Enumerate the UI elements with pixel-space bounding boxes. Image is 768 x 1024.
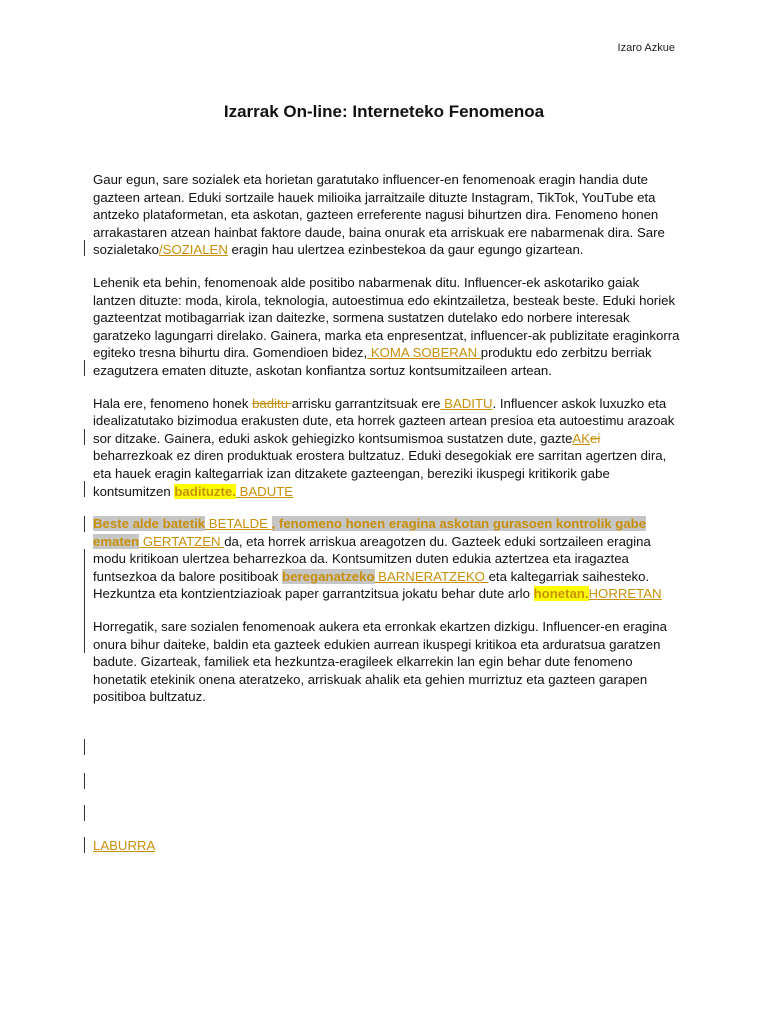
highlighted-text[interactable]: bereganatzeko [282, 568, 375, 584]
paragraph-4 [93, 515, 683, 603]
text-run: Gaur egun, sare sozialek eta horietan garatutako influencer-en fenomenoak eragin handia dute gazteen artean. Eduki sortzaile hauek milioika jarraitzaile dituzte Instagram, TikTok, YouTube eta antzeko plataformetan, eta askotan, gazteen erreferente nagusi bihurtzen dira. Fenomeno honen arrakastaren atzean hainbat faktore daude, baina onurak eta arriskuak ere nabarmenak dira. Sare sozialetako [93, 172, 665, 258]
highlighted-text[interactable]: Beste alde batetik [93, 516, 206, 532]
change-bar [84, 429, 85, 445]
paragraph-5 [93, 618, 683, 706]
insertion[interactable]: BETALDE [205, 516, 272, 532]
text-run: Horregatik, sare sozialen fenomenoak aukera eta erronkak ekartzen dizkigu. Influencer-en eragina onura bihur daiteke, baldin eta gazteek edukien aurrean ikuspegi kritikoa eta arduratsua garatzen badute. Gizarteak, familiek eta hezkuntza-eragileek elkarrekin lan egin behar dute fenomeno honetatik etekinik onena ateratzeko, arriskuak ahalik eta gehien murriztuz eta gazteen garapen positiboa bultzatuz. [93, 619, 667, 705]
insertion[interactable]: BADUTE [235, 483, 294, 499]
text-run: eragin hau ulertzea ezinbestekoa da gaur egungo gizartean. [227, 242, 584, 258]
highlighted-text[interactable]: honetan. [533, 586, 589, 602]
text-run: eta kaltegarriak saihesteko. Hezkuntza eta kontzientziazioak paper garrantzitsua jokatu behar dute arlo [93, 568, 650, 602]
insertion[interactable]: BARNERATZEKO [374, 568, 489, 584]
text-run: beharrezkoak ez diren produktuak erostera bultzatuz. Eduki desegokiak ere sarritan agertzen dira, eta hauek eragin kaltegarriak izan ditzakete gazteengan, bereziki ikuspegi kritikorik gabe kontsumitzen [93, 448, 667, 499]
highlighted-text[interactable]: , fenomeno honen eragina askotan gurasoen kontrolik gabe ematen [93, 516, 647, 549]
highlighted-text[interactable]: badituzte. [174, 483, 236, 499]
change-bar [84, 837, 85, 853]
header-author: Izaro Azkue [617, 42, 675, 54]
insertion[interactable]: GERTATZEN [139, 533, 225, 549]
paragraph-3 [93, 395, 683, 501]
change-bar [84, 240, 85, 256]
text-run: produktu edo zerbitzu berriak ezagutzera ematen dituzte, askotan konfiantza sortuz kontsumitzaileen artean. [93, 345, 652, 378]
change-bar [84, 739, 85, 755]
insertion[interactable]: AK [572, 430, 590, 446]
document-body [93, 171, 683, 721]
paragraph-2 [93, 274, 683, 380]
insertion[interactable]: HORRETAN [588, 586, 662, 602]
text-run: arrisku garrantzitsuak ere [291, 395, 441, 411]
paragraph-1 [93, 171, 683, 259]
change-bar [84, 549, 85, 653]
text-run: Hala ere, fenomeno honek [93, 395, 253, 411]
deletion[interactable]: baditu [252, 395, 292, 411]
insertion[interactable]: BADITU [440, 395, 493, 411]
text-run: . Influencer askok luxuzko eta idealizatutako bizimodua erakusten dute, eta horrek gazteen artean presioa eta autoestimu arazoak sor ditzake. Gainera, eduki askok gehiegizko kontsumismoa sustatzen dute, gazte [93, 395, 675, 446]
deletion[interactable]: ei [590, 430, 601, 446]
insertion[interactable]: KOMA SOBERAN [367, 345, 481, 361]
text-run: Lehenik eta behin, fenomenoak alde positibo nabarmenak ditu. Influencer-ek askotariko gaiak lantzen dituzte: moda, kirola, teknologia, autoestimua edo ekintzailetza, besteak beste. Eduki horiek gazteentzat motibagarriak izan daitezke, sormena sustatzen dutelako edo norbere interesak garatzeko lagungarri direlako. Gainera, marka eta enpresentzat, influencer-ak publizitate eraginkorra egiteko tresna bihurtu dira. Gomendioen bidez, [93, 274, 680, 361]
footer-note-insertion[interactable]: LABURRA [93, 838, 156, 853]
change-bar [84, 481, 85, 497]
text-run: da, eta horrek arriskua areagotzen du. Gazteek eduki sortzaileen eragina modu kritikoan ulertzea beharrezkoa da. Kontsumitzen duten edukia aztertzea eta iragaztea funtsezkoa da balore positiboak [93, 533, 651, 584]
insertion[interactable]: /SOZIALEN [158, 242, 228, 258]
change-bar [84, 516, 85, 532]
change-bar [84, 360, 85, 376]
change-bar [84, 773, 85, 789]
change-bar [84, 805, 85, 821]
document-title: Izarrak On-line: Interneteko Fenomenoa [223, 102, 545, 121]
